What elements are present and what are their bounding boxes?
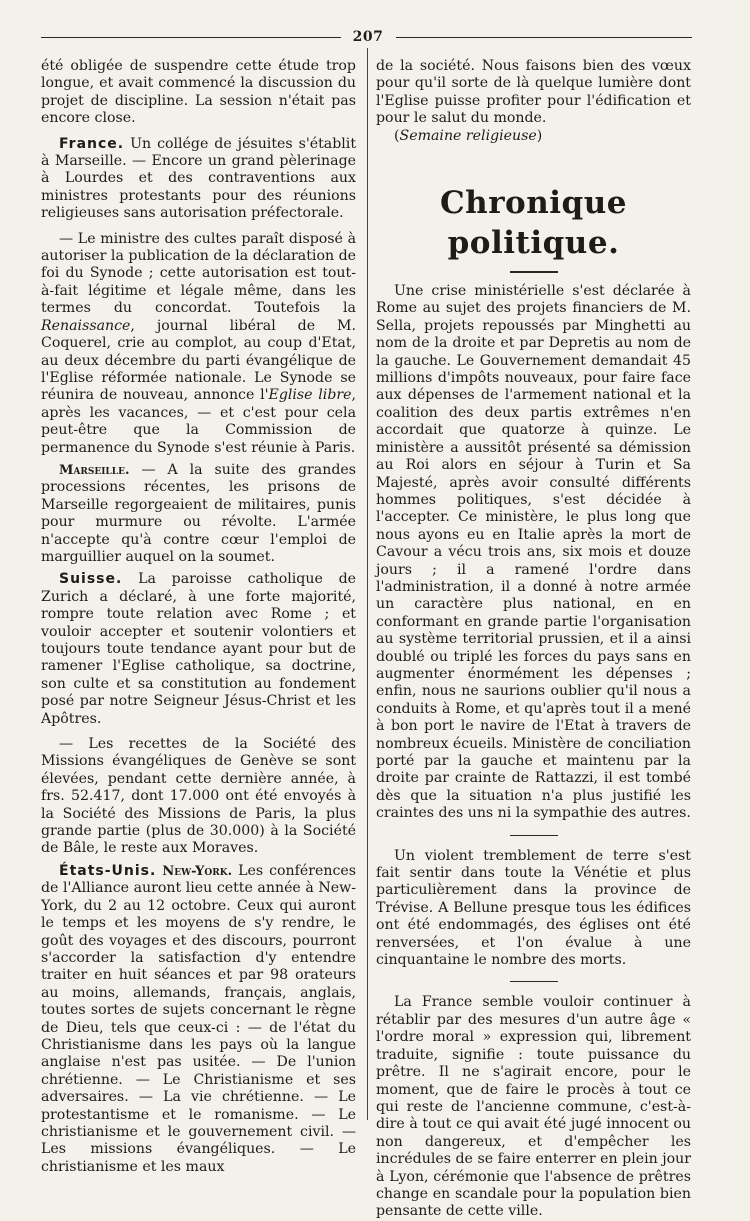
- suisse-text: La paroisse catholique de Zurich a déclaré, à une forte majorité, rompre toute relation avec Rome ; et vouloir accepter et soutenir volontiers et toujours toute tendance ayant pour but de ramener l'Eglise catholique, sa doctrine, son culte et sa constitution au fondement posé par notre Seigneur Jésus-Christ et les Apôtres.: [41, 571, 356, 727]
- paragraph-crise-ministerielle: Une crise ministérielle s'est déclarée à Rome au sujet des projets financiers de M. Sella, projets repoussés par Minghetti au nom de la droite et par Depretis au nom de la gauche. Le Gouvernement demandait 45 millions d'impôts nouveaux, pour faire face aux dépenses de l'armement national et la coalition des deux partis extrêmes n'en accordait que quatorze à quinze. Le ministère a aussitôt présenté sa démission au Roi alors en séjour à Turin et Sa Majesté, après avoir consulté différents hommes politiques, s'est décidée à l'accepter. Ce ministère, le plus long que nous ayons eu en Italie après la mort de Cavour a vécu trois ans, six mois et douze jours ; il a ramené l'ordre dans l'administration, il a donné à notre armée un caractère plus national, en en conformant en grande partie l'organisation au système territorial prussien, et il a ainsi doublé ou triplé les forces du pays sans en augmenter énormément les dépenses ; enfin, nous ne saurions oublier qu'il nous a conduits à Rome, et qu'après tout il a mené à bon port le navire de l'Etat à travers de nombreux écueils. Ministère de conciliation porté par la gauche et maintenu par la droite par crainte de Rattazzi, il est tombé dès que la situation n'a plus justifié les craintes des uns ni la sympathie des autres.: [376, 283, 691, 822]
- source-name: Semaine religieuse: [399, 127, 537, 144]
- subheading-marseille: Marseille.: [59, 462, 130, 478]
- marseille-text: — A la suite des grandes processions récentes, les prisons de Marseille regorgeaient de militaires, punis pour murmure ou révolte. L'armée n'accepte qu'à contre cœur l'emploi de marguillier auquel on la soumet.: [41, 461, 357, 565]
- section-heading-suisse: Suisse.: [59, 571, 123, 588]
- ministre-text-2: , journal libéral de M. Coquerel, crie au complot, au coup d'Etat, au deux décembre du parti évangélique de l'Eglise réformée nationale. Le Synode se réunira de nouveau, annonce l': [41, 317, 356, 404]
- france-text: Un collége de jésuites s'établit à Marseille. — Encore un grand pèlerinage à Lourdes et des contraventions aux ministres protestants pour des réunions religieuses sans autorisation préfectorale.: [41, 135, 356, 222]
- separator-rule-2: [510, 981, 558, 982]
- etats-unis-text: Les conférences de l'Alliance auront lieu cette année à New-York, du 2 au 12 octobre. Ceux qui auront le temps et les moyens de s'y rendre, le goût des voyages et des discours, pourront s'accorder la satisfaction d'y entendre traiter en huit séances et par 98 orateurs au moins, allemands, français, anglais, toutes sortes de sujets concernant le règne de Dieu, tels que ceux-ci : — de l'état du Christianisme dans les pays où la langue anglaise n'est pas usitée. — De l'union chrétienne. — Le Christianisme et ses adversaires. — La vie chrétienne. — Le protestantisme et le romanisme. — Le christianisme et le gouvernement civil. — Les missions évangéliques. — Le christianisme et les maux: [41, 862, 357, 1175]
- paragraph-recettes: — Les recettes de la Société des Missions évangéliques de Genève se sont élevées, pendant cette dernière année, à frs. 52.417, dont 17.000 ont été envoyés à la Société des Missions de Paris, la plus grande partie (plus de 30.000) à la Société de Bâle, le reste aux Moraves.: [41, 736, 356, 857]
- paragraph-etats-unis: [41, 863, 356, 1176]
- column-divider: [367, 48, 368, 1120]
- ministre-text-3: , après les vacances, — et c'est pour cela peut-être que la Commission de permanence du Synode s'est réunie à Paris.: [41, 387, 357, 456]
- left-column: [41, 58, 356, 1176]
- subheading-new-york: New-York.: [162, 863, 233, 879]
- eglise-libre-journal: Eglise libre: [268, 387, 352, 404]
- header-rule-right: [396, 37, 692, 38]
- paragraph-suisse: [41, 571, 356, 728]
- chronique-title-block: [376, 183, 691, 273]
- page-number: 207: [352, 29, 384, 45]
- section-title-chronique-politique: Chronique politique.: [440, 185, 627, 262]
- paragraph-france-ordre-moral: La France semble vouloir continuer à rétablir par des mesures d'un autre âge « l'ordre moral » expression qui, librement traduite, signifie : toute puissance du prêtre. Il ne s'agirait encore, pour le moment, que de faire le procès à tout ce qui reste de l'ancienne commune, c'est-à-dire à tout ce qui avait été jugé innocent ou non dangereux, et d'empêcher les incrédules de se faire enterrer en plein jour à Lyon, cérémonie que l'absence de prêtres change en scandale pour la population bien pensante de cette ville.: [376, 994, 691, 1220]
- section-heading-france: France.: [59, 135, 125, 152]
- source-citation: (Semaine religieuse): [394, 127, 543, 144]
- paragraph-tremblement-de-terre: Un violent tremblement de terre s'est fait sentir dans toute la Vénétie et plus particulièrement dans la province de Trévise. A Bellune presque tous les édifices ont été endommagés, des églises ont été renversées, et l'on évalue à une cinquantaine le nombre des morts.: [376, 847, 691, 969]
- title-rule: [510, 271, 558, 273]
- renaissance-journal: Renaissance: [41, 317, 131, 334]
- paragraph-ministre-cultes: [41, 231, 356, 457]
- paragraph-synode-session: été obligée de suspendre cette étude trop longue, et avait commencé la discussion du projet de discipline. La session n'était pas encore close.: [41, 58, 356, 127]
- right-column: [376, 58, 691, 1221]
- paragraph-marseille: [41, 462, 356, 566]
- header-rule-left: [41, 37, 341, 38]
- section-heading-etats-unis: États-Unis.: [59, 862, 157, 879]
- ministre-text-1: — Le ministre des cultes paraît disposé à autoriser la publication de la déclaration de foi du Synode ; cette autorisation est tout-à-fait légitime et légale même, dans les termes du concordat. Toutefois la: [41, 230, 356, 317]
- separator-rule-1: [510, 835, 558, 836]
- paragraph-france: [41, 136, 356, 223]
- paragraph-continuation: de la société. Nous faisons bien des vœux pour qu'il sorte de là quelque lumière dont l'Eglise puisse profiter pour l'édification et pour le salut du monde.: [376, 58, 691, 127]
